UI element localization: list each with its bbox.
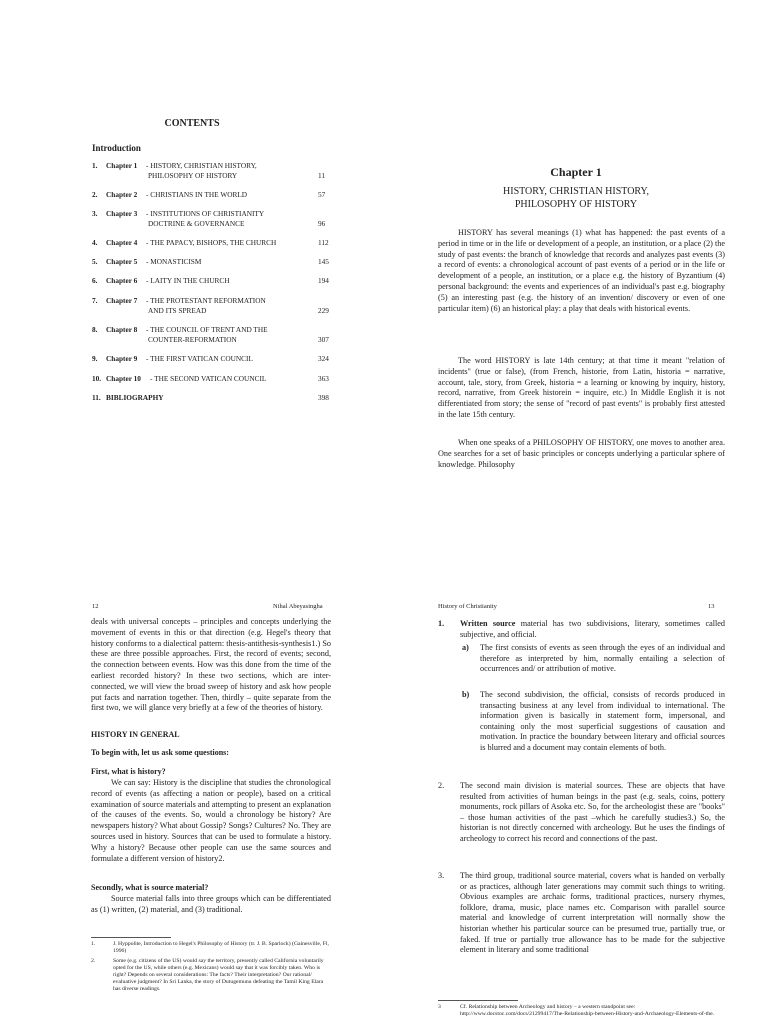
toc-page: 96	[318, 218, 326, 228]
toc-page: 307	[318, 334, 329, 344]
toc-page: 398	[318, 393, 329, 402]
introduction-heading: Introduction	[92, 143, 141, 153]
list-item-written-source	[460, 619, 725, 640]
sub-item-literary: The first consists of events as seen through the eyes of an individual and therefore as interpreted by him, normally entailing a selection of occurrences and/ or attribution of motive.	[480, 643, 725, 674]
toc-chapter: Chapter 5	[106, 257, 138, 266]
toc-number: 10.	[92, 374, 102, 383]
toc-number: 8.	[92, 325, 98, 334]
toc-number: 9.	[92, 354, 98, 363]
paragraph-philosophy: When one speaks of a PHILOSOPHY OF HISTORY, one moves to another area. One searches for a set of basic principles or concepts underlying a particular sphere of knowledge. Philosophy	[438, 438, 725, 469]
toc-number: 1.	[92, 161, 98, 170]
toc-title: - CHRISTIANS IN THE WORLD	[146, 190, 248, 199]
toc-chapter: Chapter 10	[106, 374, 141, 383]
toc-title-cont: PHILOSOPHY OF HISTORY	[148, 170, 238, 180]
sub-item-label: a)	[462, 643, 469, 652]
toc-chapter: Chapter 4	[106, 238, 138, 247]
running-header-title: History of Christianity	[438, 603, 497, 610]
paragraph-history-definition: We can say: History is the discipline that studies the chronological record of events (as affecting a nation or people), based on a critical examination of source materials and attempting to present an explanation of the causes of the events. So, would a chronology be history? Are newspapers history? What about Gossip? Songs? Cultures? No. They are sources used in history. Sources that can be used to formulate a history. Why a history? Because other people can use the same sources and formulate a different version of history2.	[91, 778, 331, 863]
toc-chapter: Chapter 3	[106, 209, 138, 218]
page-13	[384, 512, 768, 1024]
running-header-author: Nihal Abeyasingha	[273, 603, 323, 610]
toc-title: - THE SECOND VATICAN COUNCIL	[150, 374, 267, 383]
toc-number: 11.	[92, 393, 101, 402]
footnote-2: Some (e.g. citizens of the US) would say the territory, presently called California voluntarily opted for the US, while others (e.g. Mexicans) would say that it was forcibly taken. Who is right? Depends on several considerations: The facts? Their interpretation? Our rational/ evaluative judgment? In Sri Lanka, the story of Dutugemunu defeating the Tamil King Elara has diverse readings.	[113, 958, 324, 992]
toc-title: - THE PROTESTANT REFORMATION	[146, 296, 266, 305]
list-number: 2.	[438, 781, 445, 790]
footnote-number: 2.	[91, 958, 96, 964]
written-source-text: material has two subdivisions, literary, sometimes called subjective, and official.	[460, 619, 725, 639]
page-number: 12	[92, 603, 99, 610]
sub-item-official: The second subdivision, the official, consists of records produced in transacting business at any level from individual to international. The information given is basically in statement form, impersonal, and containing only the most superficial suggestions of causation and motivation. In practice the boundary between literary and official sources is blurred and a document may contain elements of both.	[480, 690, 725, 752]
heading-what-is-history: First, what is history?	[91, 767, 166, 776]
heading-source-material: Secondly, what is source material?	[91, 883, 209, 892]
toc-chapter: Chapter 7	[106, 296, 138, 305]
toc-title-cont: AND ITS SPREAD	[148, 305, 207, 315]
toc-page: 194	[318, 276, 329, 285]
toc-title: BIBLIOGRAPHY	[106, 393, 164, 402]
toc-title: - THE COUNCIL OF TRENT AND THE	[146, 325, 268, 334]
toc-page: 324	[318, 354, 329, 363]
toc-chapter: Chapter 2	[106, 190, 138, 199]
toc-number: 4.	[92, 238, 98, 247]
toc-page: 145	[318, 257, 329, 266]
toc-title-cont: COUNTER-REFORMATION	[148, 334, 237, 344]
toc-title: - LAITY IN THE CHURCH	[146, 276, 230, 285]
paragraph-history-meanings: HISTORY has several meanings (1) what has happened: the past events of a period in time or in the life or development of a people, an institution, or a place (2) the study of past events: the branch of knowledge that records and analyzes past events (3) a record of events: a chronological account of past events of a period or in the life or development of a people, an institution, or a place e.g. the history of Byzantium (4) personal background: the events and experiences of an individual's past e.g. biography (5) an interesting past (e.g. the history of an invention/ discovery or even of one particular item) (6) an historical play: a play that deals with historical events.	[438, 228, 725, 313]
toc-title-cont: DOCTRINE & GOVERNANCE	[148, 218, 245, 228]
list-item-traditional-source: The third group, traditional source material, covers what is handed on verbally or as practices, although later generations may commit such things to writing. Obvious examples are archaic forms, traditional practices, nursery rhymes, folklore, drama, music, place names etc. Comparison with parallel source material and knowledge of current interpretation will normally show the historian whether his particular source can be presumed true, partially true, or faked. If true or partially true allowance has to be made for the subjective element in literary and some traditional	[460, 871, 725, 955]
footnote-3: Cf. Relationship between Archeology and history – a western standpoint see: http://www.docstoc.com/docs/21299417/The-Relationship-between-History-and-Archaeology-Elements-of-the.	[460, 1004, 715, 1017]
heading-history-in-general: HISTORY IN GENERAL	[91, 730, 180, 739]
list-item-material-sources: The second main division is material sources. These are objects that have resulted from activities of human beings in the past (e.g. seals, coins, pottery monuments, rock pillars of Asoka etc. So, for the archeologist these are "books" – those human activities of the past –which he carefully studies3.) So, the historian is not directly concerned with archeology. But he uses the findings of archeology to correct his record and connections of the past.	[460, 781, 725, 843]
toc-number: 6.	[92, 276, 98, 285]
chapter-page	[384, 0, 768, 512]
list-number: 3.	[438, 871, 445, 880]
chapter-subtitle-line2: PHILOSOPHY OF HISTORY	[514, 199, 638, 210]
page-12	[0, 512, 384, 1024]
sub-item-label: b)	[462, 690, 470, 699]
toc-page: 363	[318, 374, 329, 383]
toc-number: 7.	[92, 296, 98, 305]
toc-title: - INSTITUTIONS OF CHRISTIANITY	[146, 209, 265, 218]
footnote-divider	[438, 1000, 518, 1001]
toc-number: 5.	[92, 257, 98, 266]
chapter-subtitle	[384, 185, 768, 211]
toc-number: 3.	[92, 209, 98, 218]
paragraph-universal-concepts: deals with universal concepts – principles and concepts underlying the movement of events in this or that direction (e.g. Hegel's theory that history conforms to a dialectical pattern: thesis-antithesis-synthesis1.) So these are three possible approaches. First, the record of events; second, the connection between events. How was this done from the time of the earliest recorded history? In these two sections, which are inter-connected, we will view the broad sweep of history and ask how people put facts and narration together. Then, thirdly – quite separate from the first two, we will glance very briefly at a few of the theories of history.	[91, 617, 331, 713]
footnote-number: 1.	[91, 941, 96, 947]
toc-page: 11	[318, 170, 326, 180]
footnote-number: 3	[438, 1004, 441, 1010]
paragraph-source-groups: Source material falls into three groups which can be differentiated as (1) written, (2) material, and (3) traditional.	[91, 894, 331, 914]
toc-page: 57	[318, 190, 326, 199]
term-written-source: Written source	[460, 619, 516, 628]
toc-page: 229	[318, 305, 329, 315]
toc-title: - HISTORY, CHRISTIAN HISTORY,	[146, 161, 257, 170]
paragraph-word-history: The word HISTORY is late 14th century; at that time it meant "relation of incidents" (true or false), (from French, historie, from Latin, historia = narrative, account, tale, story, from Greek, historia = a learning or knowing by inquiry, history, record, narrative, from Greek historein = inquire, etc.) In Middle English it is not differentiated from story; the sense of "record of past events" is probably first attested in the late 15th century.	[438, 356, 725, 419]
footnote-1: J. Hyppolite, Introduction to Hegel's Philosophy of History (tr. J. B. Sparlock) (Gainesville, Fl, 1996)	[113, 941, 329, 954]
heading-questions: To begin with, let us ask some questions:	[91, 748, 229, 757]
contents-page	[0, 0, 384, 512]
toc-chapter: Chapter 9	[106, 354, 138, 363]
contents-title: CONTENTS	[164, 118, 220, 129]
toc-title: - THE PAPACY, BISHOPS, THE CHURCH	[146, 238, 277, 247]
chapter-title: Chapter 1	[550, 165, 602, 179]
toc-chapter: Chapter 6	[106, 276, 138, 285]
list-number: 1.	[438, 619, 445, 628]
toc-chapter: Chapter 8	[106, 325, 138, 334]
footnote-divider	[91, 937, 171, 938]
chapter-subtitle-line1: HISTORY, CHRISTIAN HISTORY,	[503, 186, 649, 197]
toc-chapter: Chapter 1	[106, 161, 138, 170]
toc-page: 112	[318, 238, 329, 247]
toc-title: - MONASTICISM	[146, 257, 202, 266]
page-number: 13	[708, 603, 715, 610]
toc-number: 2.	[92, 190, 98, 199]
toc-title: - THE FIRST VATICAN COUNCIL	[146, 354, 253, 363]
